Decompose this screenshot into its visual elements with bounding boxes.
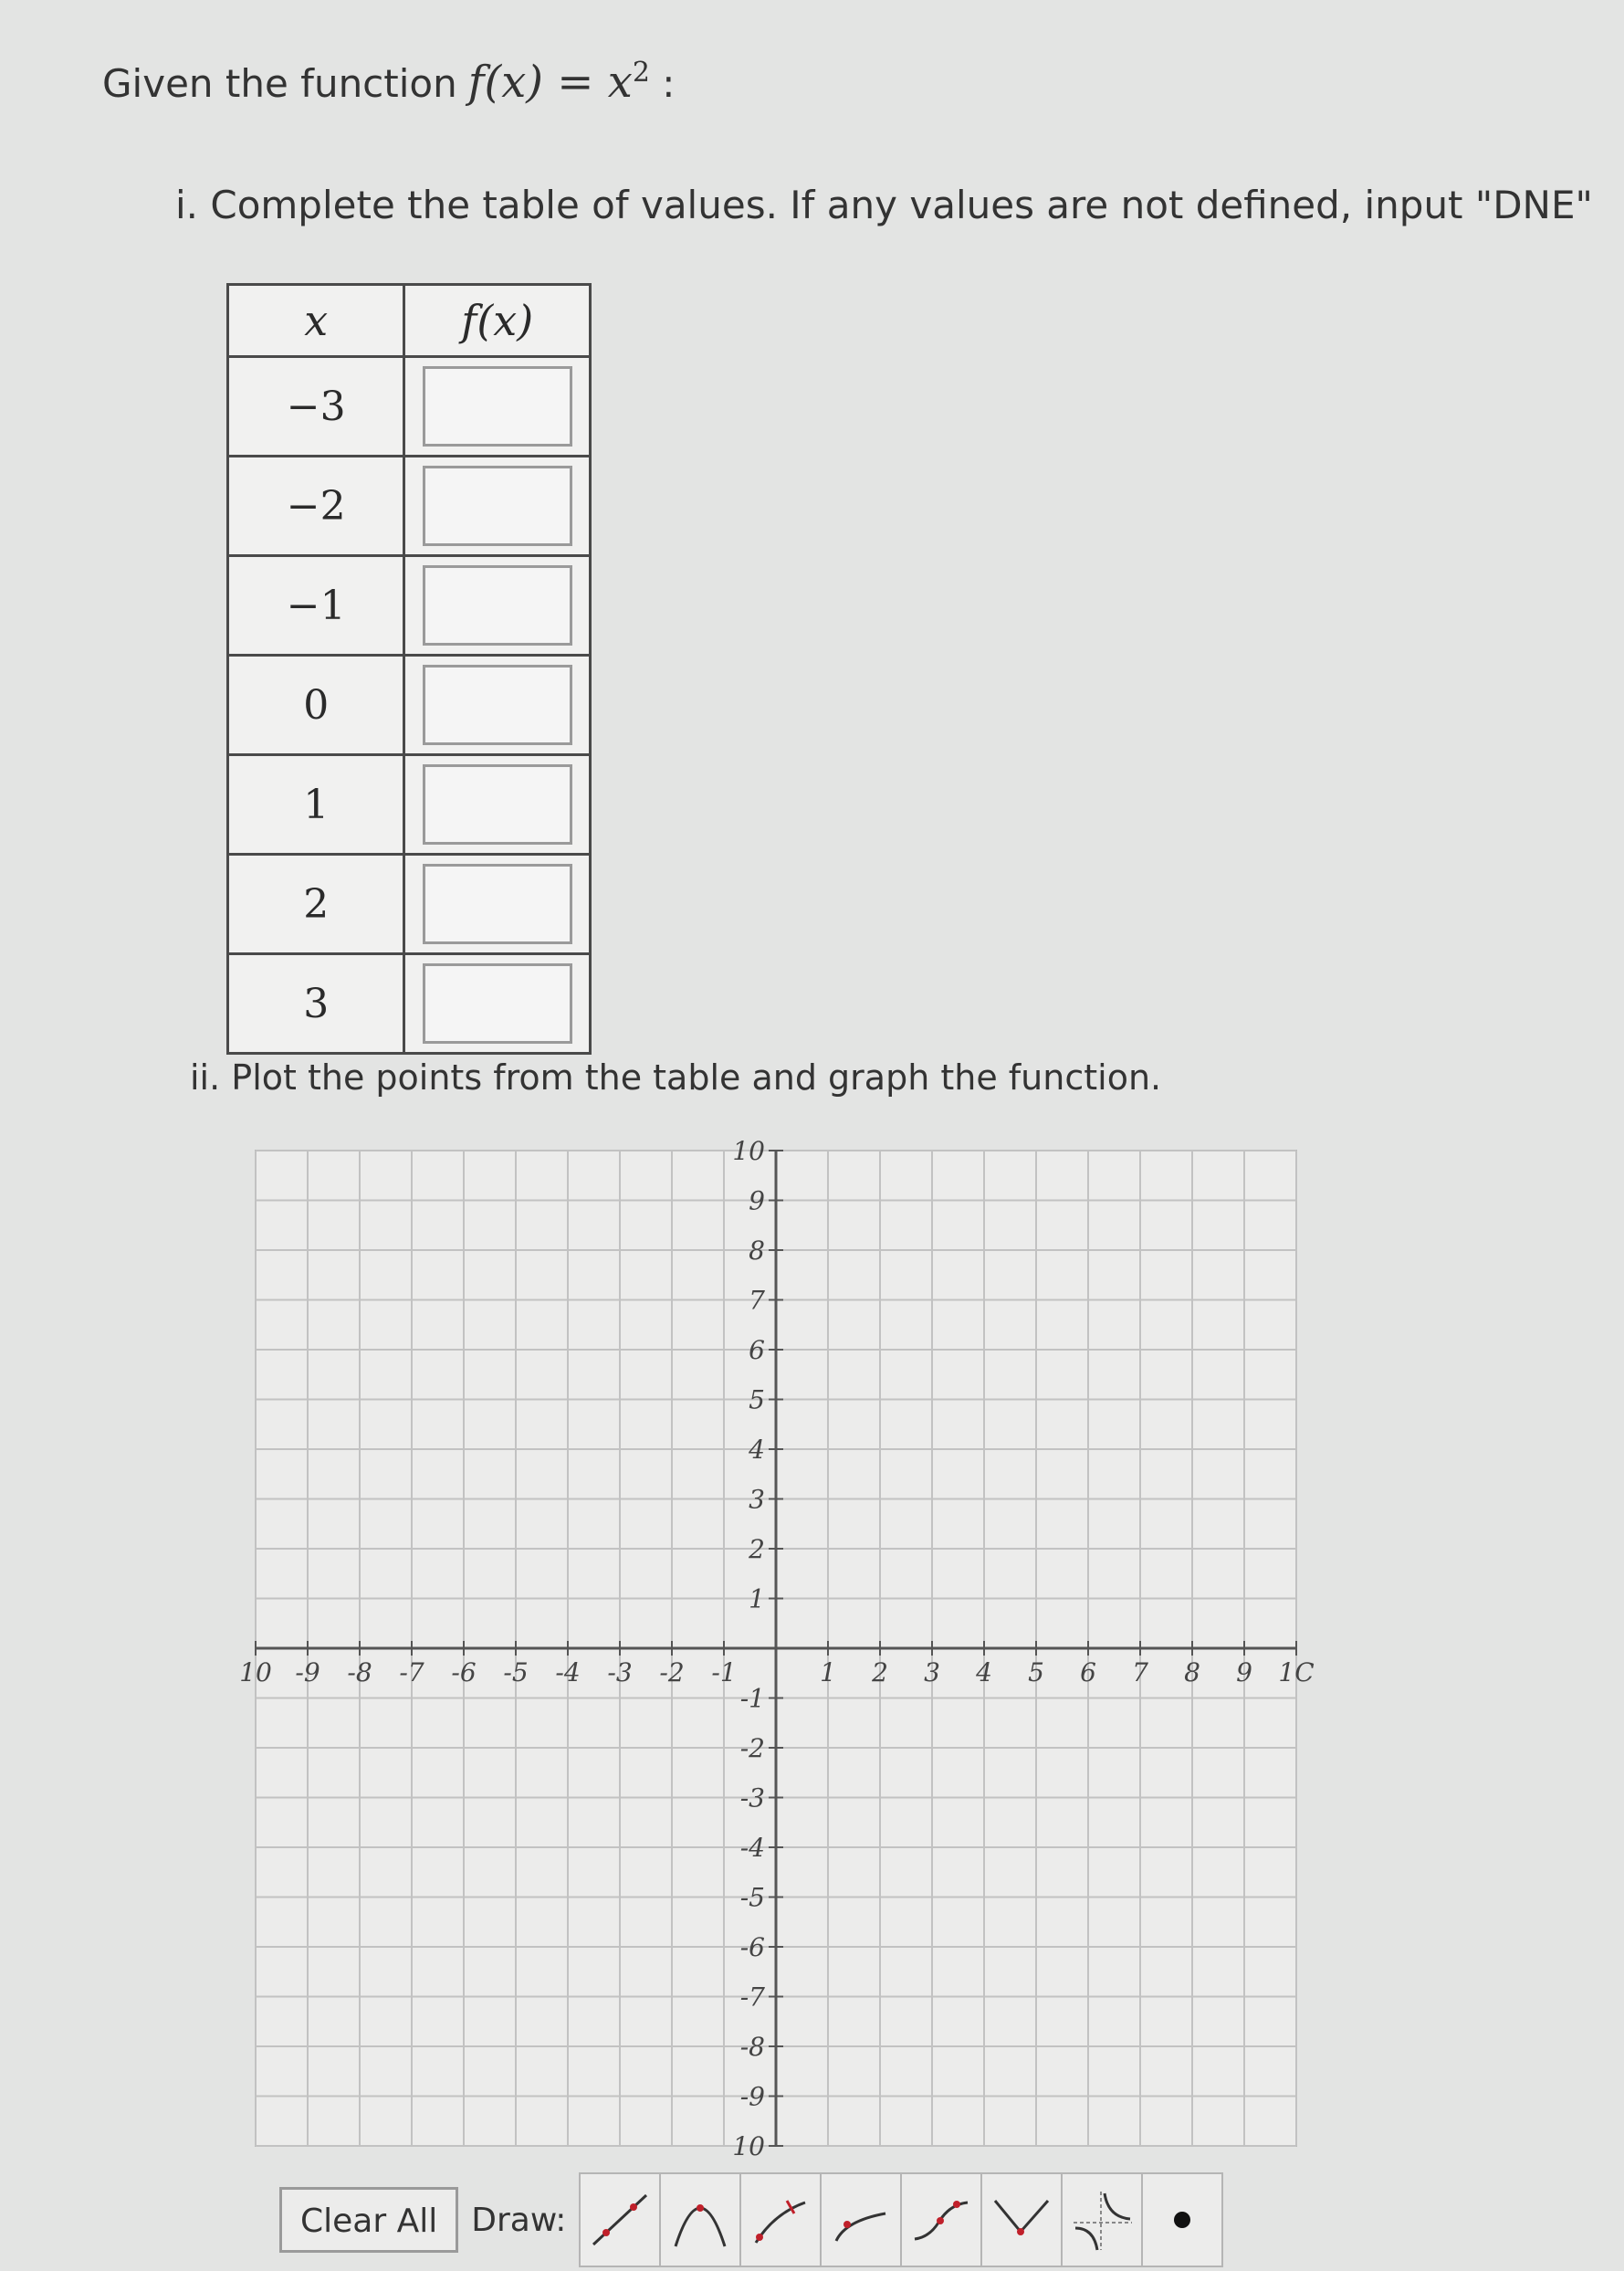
absolute-value-tool-icon [988,2186,1055,2254]
x-tick-label: 10 [239,1657,272,1687]
table-row [228,954,591,1054]
y-tick-label: -2 [739,1733,765,1763]
x-tick-label: 3 [924,1657,940,1687]
y-tick-label: 2 [749,1534,765,1564]
y-tick-label: 9 [749,1185,765,1216]
ray-tool-icon [747,2186,814,2254]
cubic-tool-button[interactable] [902,2172,982,2267]
y-tick-label: -4 [739,1833,765,1863]
table-row [228,656,591,755]
table-header-row [228,285,591,357]
x-tick-label: -3 [607,1657,633,1687]
draw-toolbar [279,2170,1223,2270]
y-tick-label: -3 [739,1782,765,1814]
y-tick-label: 6 [749,1335,765,1365]
y-tick-label: -1 [739,1683,765,1714]
x-tick-label: 1C [1278,1657,1315,1687]
fx-answer-input[interactable] [423,764,572,845]
fx-answer-input[interactable] [423,665,572,745]
parabola-tool-icon [666,2186,734,2254]
x-value: −1 [228,556,404,656]
y-tick-label: -8 [739,2032,765,2062]
y-tick-label: 3 [749,1484,765,1515]
table-row [228,556,591,656]
y-tick-label: -7 [739,1982,765,2013]
fx-answer-input[interactable] [423,565,572,646]
x-tick-label: -5 [503,1657,529,1687]
part-i-instructions: i. Complete the table of values. If any values are not defined, input "DNE" [175,183,1593,227]
y-tick-label: 8 [749,1235,765,1266]
x-tick-label: 9 [1236,1657,1252,1687]
table-row [228,855,591,954]
y-tick-label: 1 [749,1583,765,1614]
value-table [226,283,592,1055]
x-tick-label: 2 [872,1657,888,1687]
rational-tool-button[interactable] [1063,2172,1143,2267]
x-tick-label: 5 [1028,1657,1044,1687]
cubic-tool-icon [907,2186,975,2254]
y-tick-label: 10 [732,2131,765,2161]
curve-tool-button[interactable] [822,2172,902,2267]
x-tick-label: 7 [1132,1657,1148,1687]
line-tool-icon [586,2186,654,2254]
ray-tool-button[interactable] [741,2172,822,2267]
point-tool-button[interactable] [1143,2172,1223,2267]
part-ii-instructions: ii. Plot the points from the table and graph the function. [190,1057,1162,1098]
x-tick-label: -1 [711,1657,737,1687]
y-tick-label: 10 [732,1136,765,1166]
fx-answer-input[interactable] [423,466,572,546]
parabola-tool-button[interactable] [661,2172,741,2267]
x-tick-label: -7 [399,1657,424,1687]
x-value: −2 [228,457,404,556]
function-expression: $f(x) = x^2$ [467,57,650,108]
clear-all-button[interactable]: Clear All [279,2187,458,2253]
x-tick-label: -8 [347,1657,372,1687]
fx-column-header: f(x) [404,285,591,357]
graphing-canvas[interactable] [239,1136,1315,2161]
y-tick-label: 7 [749,1285,765,1316]
x-tick-label: -2 [659,1657,685,1687]
problem-trail: : [662,61,676,106]
table-row [228,457,591,556]
x-tick-label: -4 [555,1657,581,1687]
curve-tool-icon [827,2186,895,2254]
x-tick-label: 8 [1184,1657,1200,1687]
x-value: 3 [228,954,404,1054]
fx-answer-input[interactable] [423,963,572,1044]
draw-label: Draw: [471,2201,567,2239]
fx-answer-input[interactable] [423,366,572,447]
line-tool-button[interactable] [579,2172,661,2267]
x-column-header: x [228,285,404,357]
table-row [228,357,591,457]
y-tick-label: -9 [739,2081,765,2112]
x-tick-label: -6 [451,1657,477,1687]
problem-lead: Given the function [102,61,457,106]
rational-tool-icon [1068,2186,1136,2254]
y-tick-label: -5 [739,1882,765,1913]
x-value: 0 [228,656,404,755]
x-value: −3 [228,357,404,457]
fx-answer-input[interactable] [423,864,572,944]
x-tick-label: 6 [1080,1657,1096,1687]
x-tick-label: 4 [976,1657,992,1687]
problem-statement [102,57,675,108]
point-tool-icon [1148,2186,1216,2254]
table-row [228,755,591,855]
y-tick-label: -6 [739,1932,765,1962]
x-tick-label: 1 [820,1657,836,1687]
x-tick-label: -9 [295,1657,320,1687]
y-tick-label: 5 [749,1384,765,1415]
x-value: 2 [228,855,404,954]
absolute-value-tool-button[interactable] [982,2172,1063,2267]
x-value: 1 [228,755,404,855]
y-tick-label: 4 [749,1435,765,1465]
